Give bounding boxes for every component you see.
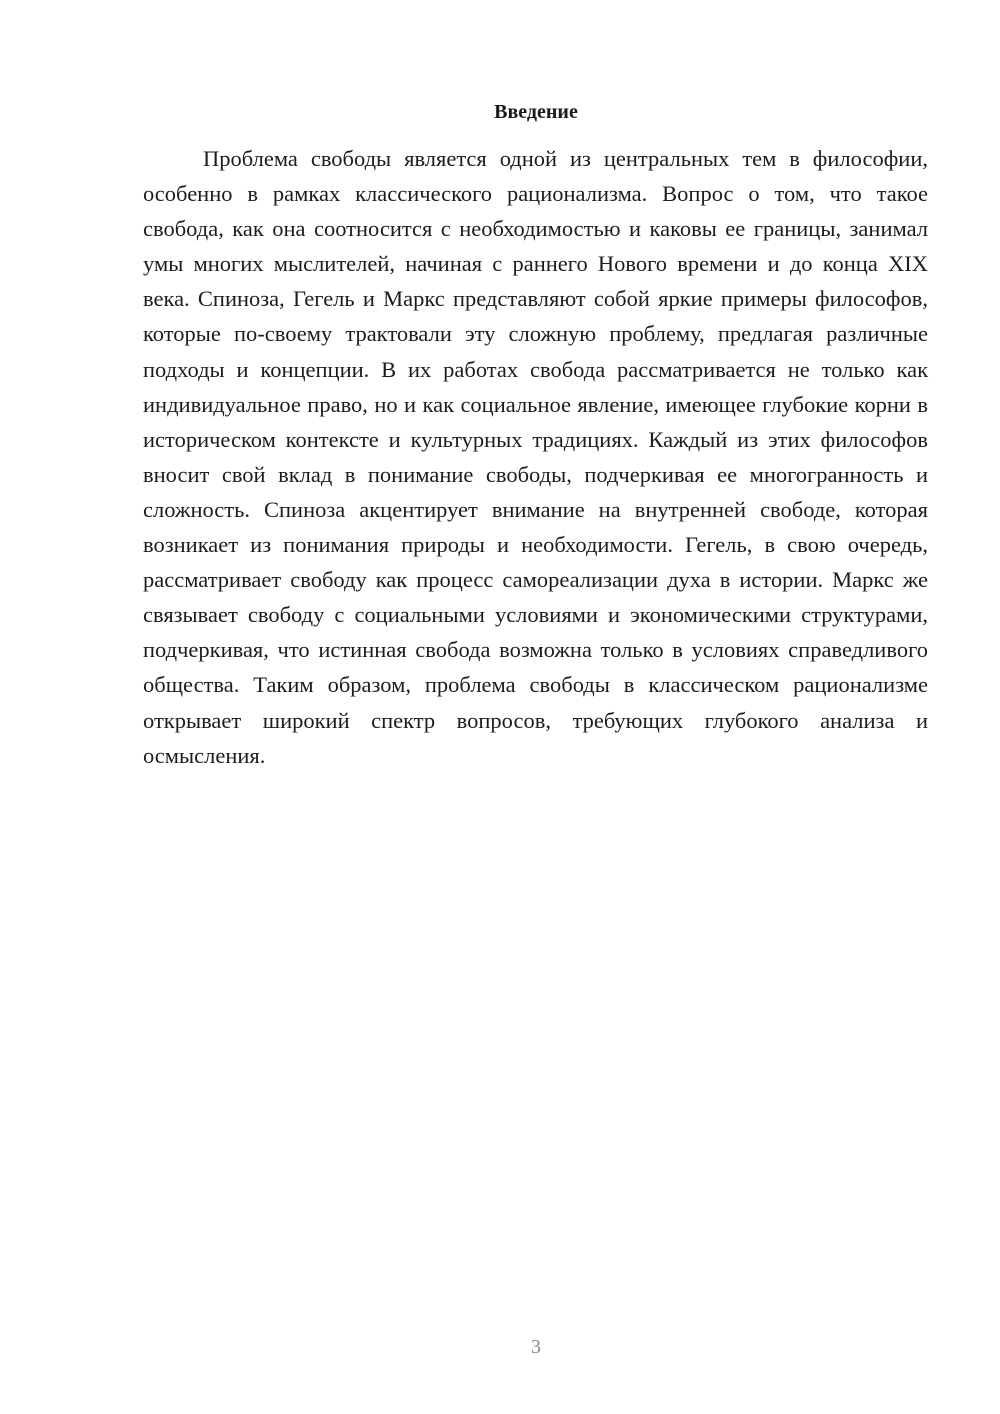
page-title: Введение (494, 101, 578, 123)
body-paragraph: Проблема свободы является одной из центральных тем в философии, особенно в рамках классического рационализма. Вопрос о том, что такое свобода, как она соотносится с необходимостью и каковы ее границы, занимал умы многих мыслителей, начиная с раннего Нового времени и до конца XIX века. Спиноза, Гегель и Маркс представляют собой яркие примеры философов, которые по-своему трактовали эту сложную проблему, предлагая различные подходы и концепции. В их работах свобода рассматривается не только как индивидуальное право, но и как социальное явление, имеющее глубокие корни в историческом контексте и культурных традициях. Каждый из этих философов вносит свой вклад в понимание свободы, подчеркивая ее многогранность и сложность. Спиноза акцентирует внимание на внутренней свободе, которая возникает из понимания природы и необходимости. Гегель, в свою очередь, рассматривает свободу как процесс самореализации духа в истории. Маркс же связывает свободу с социальными условиями и экономическими структурами, подчеркивая, что истинная свобода возможна только в условиях справедливого общества. Таким образом, проблема свободы в классическом рационализме открывает широкий спектр вопросов, требующих глубокого анализа и осмысления. (143, 146, 928, 768)
page-number: 3 (531, 1336, 541, 1358)
